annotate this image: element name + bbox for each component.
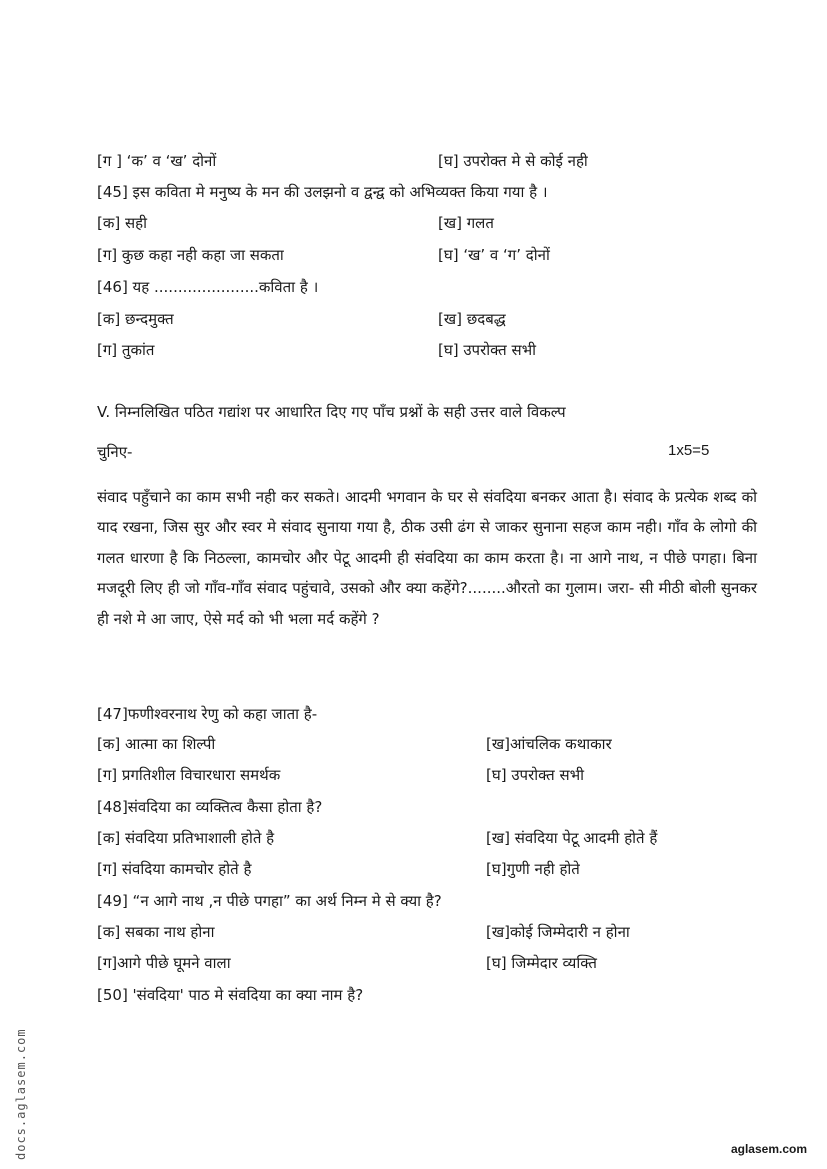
q45-option-gha: [घ] ‘ख’ व ‘ग’ दोनों (438, 246, 550, 264)
q46-option-kha: [ख] छदबद्ध (438, 310, 506, 328)
question-45: [45] इस कविता मे मनुष्य के मन की उलझनो व द्वन्द्व को अभिव्यक्त किया गया है । (97, 183, 548, 201)
question-47: [47]फणीश्वरनाथ रेणु को कहा जाता है- (97, 705, 318, 723)
q47-option-ga: [ग] प्रगतिशील विचारधारा समर्थक (97, 766, 281, 784)
prev-option-g: [ग ] ‘क’ व ‘ख’ दोनों (97, 152, 217, 170)
q49-option-kha: [ख]कोई जिम्मेदारी न होना (486, 923, 630, 941)
q45-option-ga: [ग] कुछ कहा नही कहा जा सकता (97, 246, 284, 264)
passage: संवाद पहुँचाने का काम सभी नही कर सकते। आदमी भगवान के घर से संवदिया बनकर आता है। संवाद के प्रत्येक शब्द को याद रखना, जिस सुर और स्वर मे संवाद सुनाया गया है, ठीक उसी ढंग से जाकर सुनाना सहज काम नही। गाँव के लोगो की गलत धारणा है कि निठल्ला, कामचोर और पेटू आदमी ही संवदिया का काम करता है। ना आगे नाथ, न पीछे पगहा। बिना मजदूरी लिए ही जो गाँव-गाँव संवाद पहुंचावे, उसको और क्या कहेंगे?........औरतो का गुलाम। जरा- सी मीठी बोली सुनकर ही नशे मे आ जाए, ऐसे मर्द को भी भला मर्द कहेंगे ? (97, 488, 757, 628)
q45-option-kha: [ख] गलत (438, 214, 494, 232)
q48-option-ga: [ग] संवदिया कामचोर होते है (97, 860, 252, 878)
footer-site-label: aglasem.com (730, 1142, 807, 1156)
q45-option-ka: [क] सही (97, 214, 147, 232)
q47-option-gha: [घ] उपरोक्त सभी (486, 766, 585, 784)
question-48: [48]संवदिया का व्यक्तित्व कैसा होता है? (97, 798, 323, 816)
side-watermark: docs.aglasem.com (14, 1028, 28, 1160)
q46-option-ga: [ग] तुकांत (97, 341, 155, 359)
question-50: [50] 'संवदिया' पाठ मे संवदिया का क्या नाम है? (97, 986, 364, 1004)
question-49: [49] “न आगे नाथ ,न पीछे पगहा” का अर्थ निम्न मे से क्या है? (97, 892, 442, 910)
q46-option-gha: [घ] उपरोक्त सभी (438, 341, 537, 359)
q48-option-kha: [ख] संवदिया पेटू आदमी होते हैं (486, 829, 658, 847)
prev-option-gh: [घ] उपरोक्त मे से कोई नही (438, 152, 588, 170)
q49-option-ga: [ग]आगे पीछे घूमने वाला (97, 954, 231, 972)
q47-option-kha: [ख]आंचलिक कथाकार (486, 735, 612, 753)
q49-option-gha: [घ] जिम्मेदार व्यक्ति (486, 954, 597, 972)
q48-option-ka: [क] संवदिया प्रतिभाशाली होते है (97, 829, 275, 847)
section-v-marks: 1x5=5 (668, 442, 710, 459)
q46-option-ka: [क] छन्दमुक्त (97, 310, 174, 328)
section-v-instruction: चुनिए- (97, 443, 133, 461)
q48-option-gha: [घ]गुणी नही होते (486, 860, 580, 878)
q47-option-ka: [क] आत्मा का शिल्पी (97, 735, 216, 753)
section-v-heading: V. निम्नलिखित पठित गद्यांश पर आधारित दिए गए पाँच प्रश्नों के सही उत्तर वाले विकल्प (97, 403, 566, 421)
question-46: [46] यह ......................कविता है । (97, 278, 319, 296)
q49-option-ka: [क] सबका नाथ होना (97, 923, 215, 941)
